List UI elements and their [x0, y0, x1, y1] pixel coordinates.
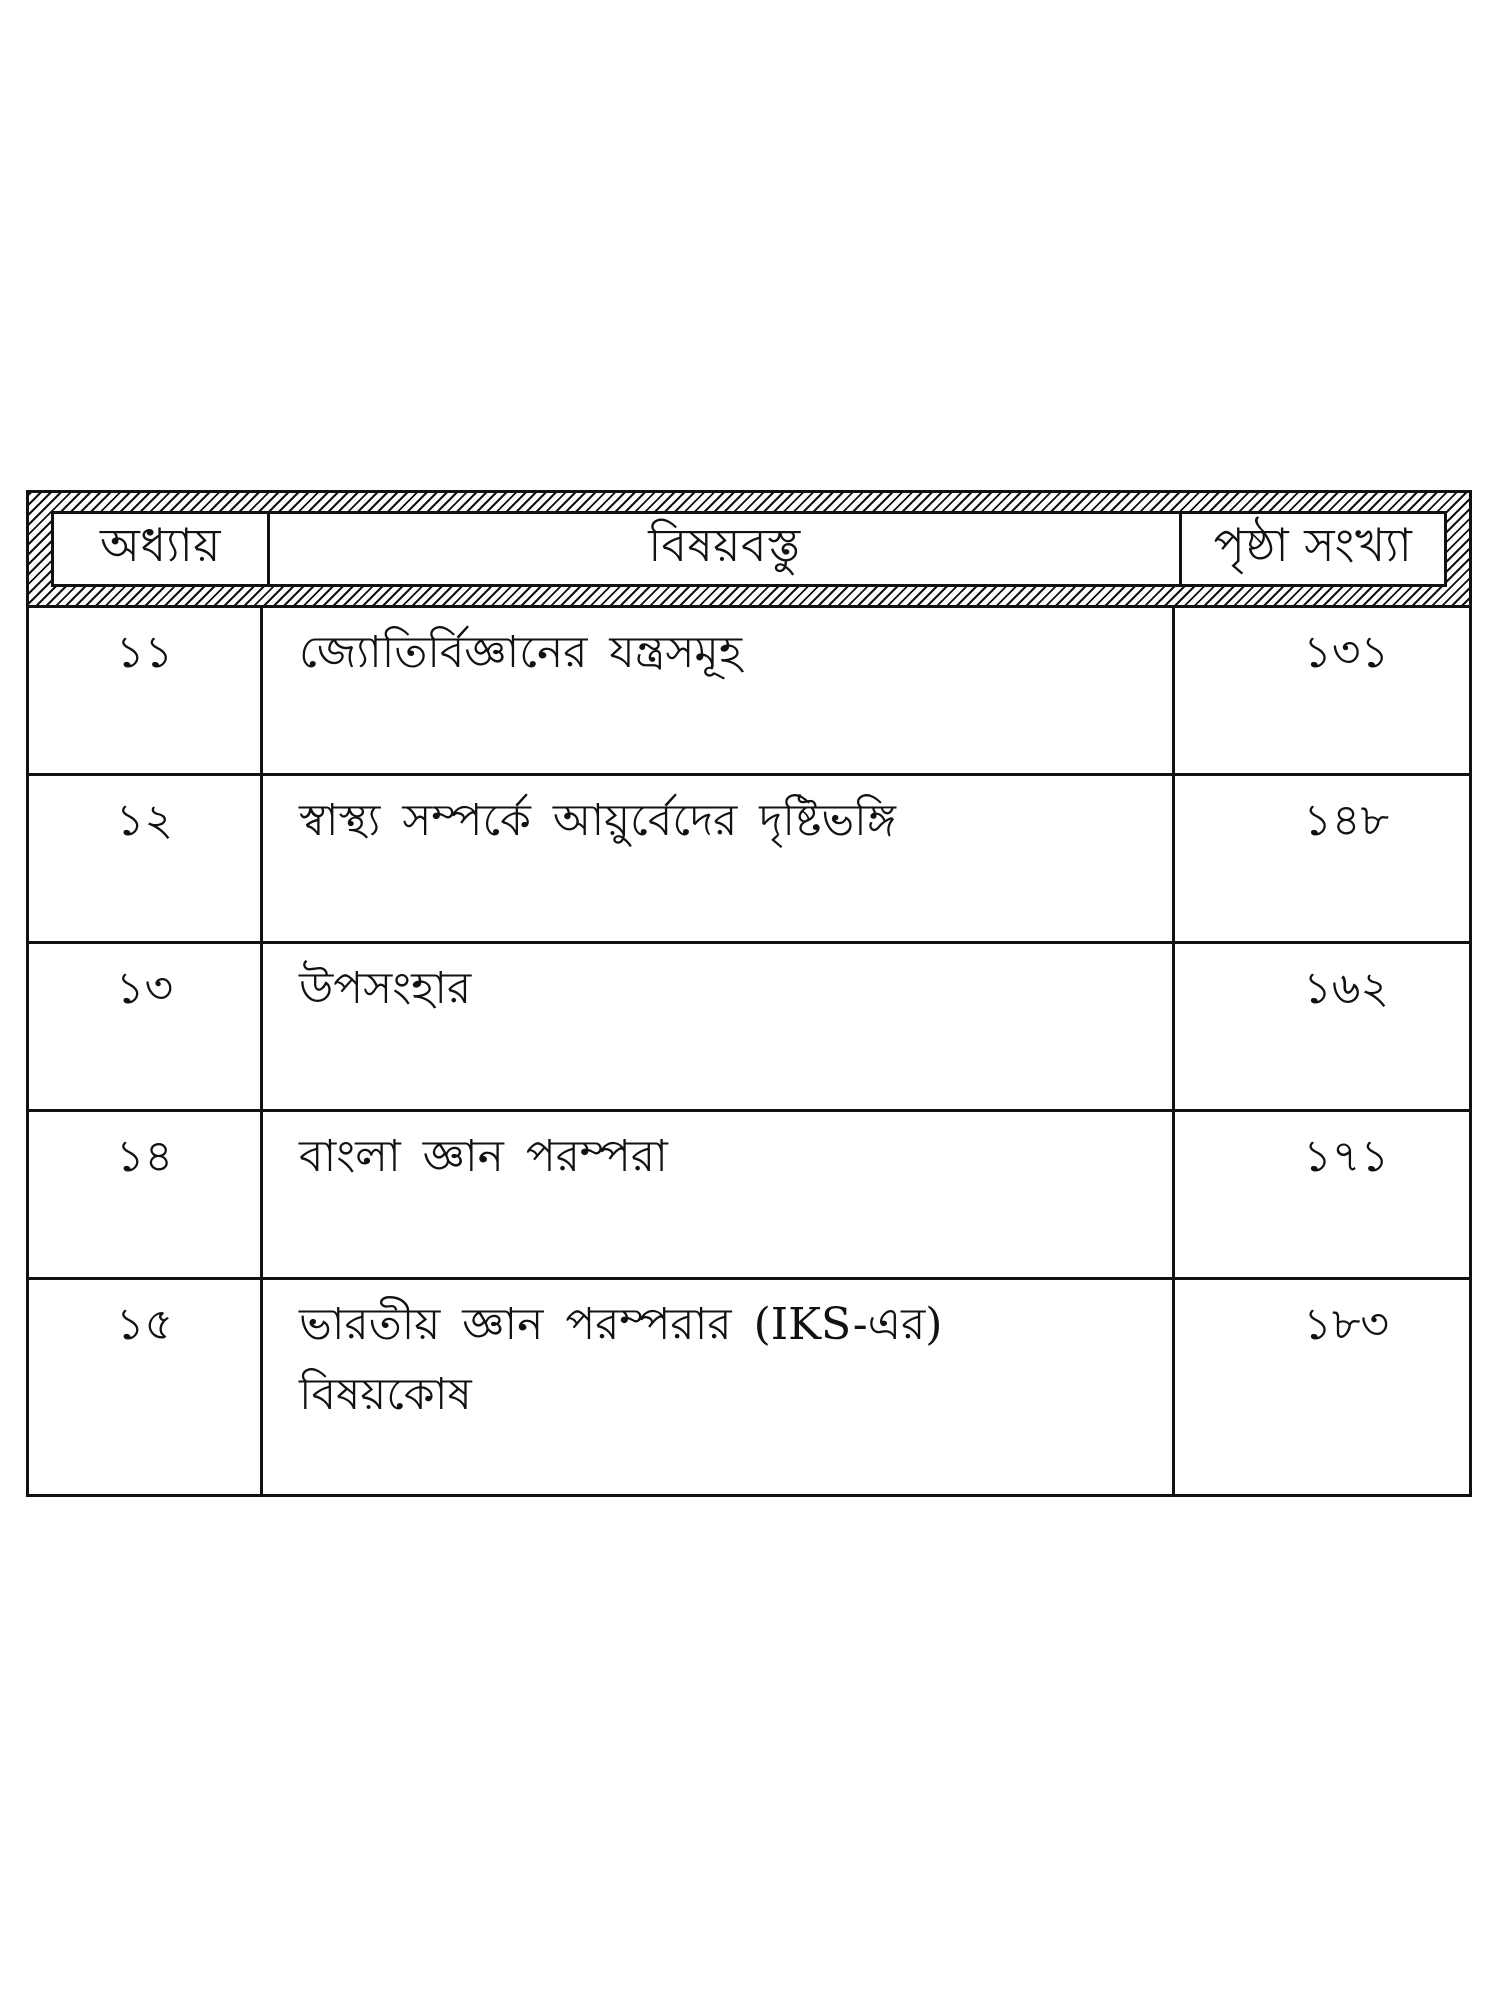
chapter-subject	[263, 1112, 1175, 1277]
table-row	[29, 944, 1469, 1112]
subject-line: বাংলা জ্ঞান পরম্পরা	[299, 1131, 668, 1182]
table-header	[26, 490, 1472, 608]
table-row	[29, 1280, 1469, 1494]
header-subject: বিষয়বস্তু	[270, 514, 1182, 584]
table-header-inner	[51, 511, 1447, 587]
chapter-subject	[263, 944, 1175, 1109]
chapter-number: ১৩	[29, 944, 263, 1109]
chapter-number: ১১	[29, 608, 263, 773]
subject-line: বিষয়কোষ	[299, 1369, 472, 1421]
chapter-subject	[263, 1280, 1175, 1494]
header-chapter: অধ্যায়	[54, 514, 270, 584]
table-row	[29, 608, 1469, 776]
table-row	[29, 776, 1469, 944]
subject-line: উপসংহার	[299, 963, 472, 1014]
page-number: ১৪৮	[1303, 795, 1389, 846]
subject-line: ভারতীয় জ্ঞান পরম্পরার (IKS-এর)	[299, 1299, 943, 1350]
page-number: ১৮৩	[1303, 1299, 1389, 1350]
chapter-number: ১৫	[29, 1280, 263, 1494]
chapter-subject	[263, 608, 1175, 773]
chapter-subject	[263, 776, 1175, 941]
subject-line: স্বাস্থ্য সম্পর্কে আয়ুর্বেদের দৃষ্টিভঙ্গি	[299, 795, 896, 846]
header-page: পৃষ্ঠা সংখ্যা	[1213, 518, 1413, 572]
page-number: ১৭১	[1303, 1131, 1389, 1182]
subject-line: জ্যোতির্বিজ্ঞানের যন্ত্রসমূহ	[299, 627, 742, 678]
page-number: ১৩১	[1303, 627, 1389, 678]
table-body	[26, 608, 1472, 1497]
chapter-number: ১২	[29, 776, 263, 941]
table-row	[29, 1112, 1469, 1280]
chapter-number: ১৪	[29, 1112, 263, 1277]
page-number: ১৬২	[1303, 963, 1389, 1014]
